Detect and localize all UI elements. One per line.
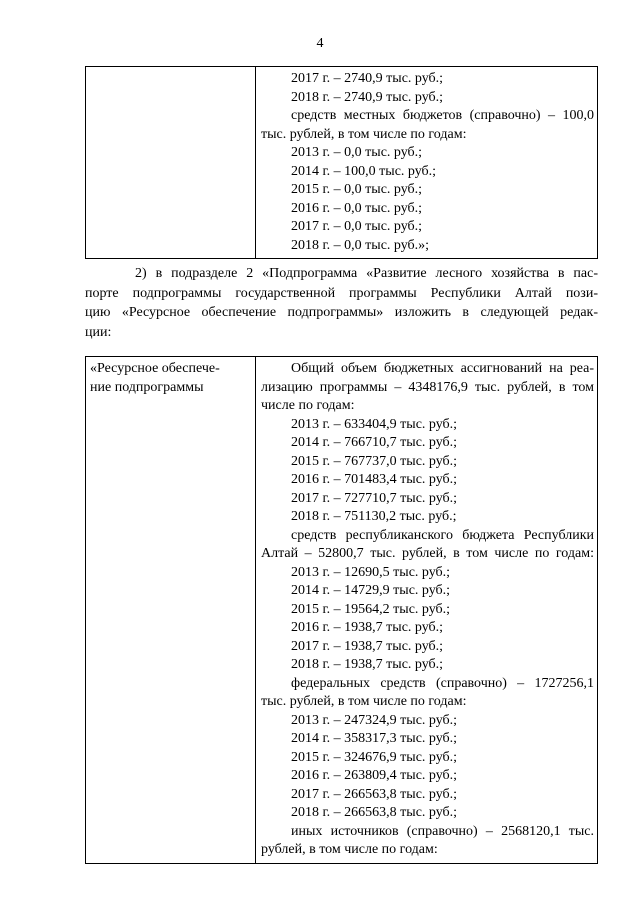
table-line: 2015 г. – 767737,0 тыс. руб.; (291, 453, 458, 469)
resource-table-main (85, 356, 598, 864)
paragraph-line: цию «Ресурсное обеспечение подпрограммы» изложить в следующей редак- (85, 305, 598, 320)
table-line: 2015 г. – 0,0 тыс. руб.; (291, 182, 423, 197)
table-line: 2018 г. – 0,0 тыс. руб.»; (291, 237, 430, 253)
page-number: 4 (316, 36, 324, 51)
table-line: тыс. рублей, в том числе по годам: (261, 126, 467, 142)
table-line: числе по годам: (261, 398, 355, 413)
table-line: лизацию программы – 4348176,9 тыс. рублей, в том (261, 379, 594, 395)
table-line: 2018 г. – 1938,7 тыс. руб.; (291, 657, 444, 672)
table-line: Алтай – 52800,7 тыс. рублей, в том числе по годам: (261, 546, 594, 561)
table-line: 2017 г. – 266563,8 тыс. руб.; (291, 786, 458, 802)
table-line: федеральных средств (справочно) – 1727256,1 (291, 675, 594, 691)
table-line: 2016 г. – 263809,4 тыс. руб.; (291, 768, 458, 783)
amendment-paragraph (85, 264, 598, 342)
table-right-cell (256, 357, 598, 864)
table-line: 2016 г. – 0,0 тыс. руб.; (291, 200, 423, 216)
table-left-cell-empty (86, 67, 256, 259)
table-line: 2018 г. – 751130,2 тыс. руб.; (291, 509, 457, 524)
table-line: средств местных бюджетов (справочно) – 100,0 (291, 108, 594, 123)
table-line: 2014 г. – 100,0 тыс. руб.; (291, 163, 437, 179)
table-line: 2013 г. – 0,0 тыс. руб.; (291, 145, 423, 160)
row-heading-line: ние подпрограммы (90, 379, 204, 395)
table-line: 2017 г. – 2740,9 тыс. руб.; (291, 71, 444, 86)
paragraph-line: порте подпрограммы государственной программы Республики Алтай пози- (85, 285, 598, 301)
table-line: 2018 г. – 2740,9 тыс. руб.; (291, 89, 444, 105)
paragraph-line: ции: (85, 324, 112, 340)
table-line: 2014 г. – 14729,9 тыс. руб.; (291, 583, 451, 598)
table-line: 2016 г. – 1938,7 тыс. руб.; (291, 620, 444, 635)
table-line: иных источников (справочно) – 2568120,1 тыс. (291, 823, 594, 839)
table-line: 2013 г. – 12690,5 тыс. руб.; (291, 564, 451, 580)
table-line: 2015 г. – 19564,2 тыс. руб.; (291, 601, 451, 617)
table-line: 2017 г. – 1938,7 тыс. руб.; (291, 638, 444, 654)
table-line: Общий объем бюджетных ассигнований на реа- (291, 361, 594, 376)
table-line: 2016 г. – 701483,4 тыс. руб.; (291, 472, 458, 487)
resource-table-continued (85, 66, 598, 259)
table-left-cell (86, 357, 256, 864)
table-line: 2014 г. – 358317,3 тыс. руб.; (291, 731, 458, 746)
table-line: 2018 г. – 266563,8 тыс. руб.; (291, 805, 458, 820)
paragraph-line: 2) в подразделе 2 «Подпрограмма «Развитие лесного хозяйства в пас- (135, 266, 598, 281)
table-line: 2014 г. – 766710,7 тыс. руб.; (291, 435, 458, 450)
table-line: 2017 г. – 0,0 тыс. руб.; (291, 219, 423, 234)
table-right-cell (256, 67, 598, 259)
table-line: 2015 г. – 324676,9 тыс. руб.; (291, 749, 458, 765)
table-line: тыс. рублей, в том числе по годам: (261, 694, 467, 709)
table-line: 2017 г. – 727710,7 тыс. руб.; (291, 490, 458, 506)
table-line: 2013 г. – 247324,9 тыс. руб.; (291, 712, 458, 728)
table-line: 2013 г. – 633404,9 тыс. руб.; (291, 416, 458, 432)
table-line: средств республиканского бюджета Республики (291, 527, 594, 543)
table-line: рублей, в том числе по годам: (261, 842, 438, 857)
row-heading-line: «Ресурсное обеспече- (90, 361, 220, 376)
